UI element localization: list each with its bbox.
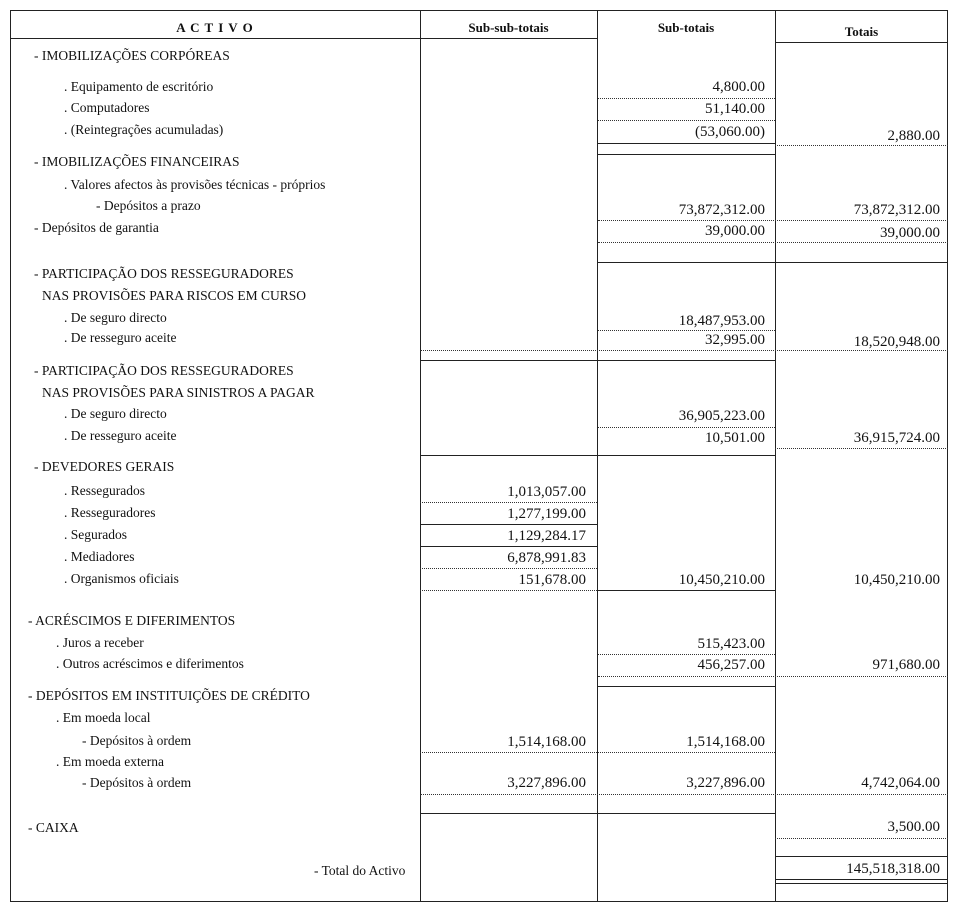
header-sub-sub-totais: Sub-sub-totais — [468, 20, 549, 35]
section-rule — [420, 813, 775, 814]
sub-sub-total-value: 3,227,896.00 — [507, 775, 586, 791]
total-value: 971,680.00 — [872, 657, 940, 673]
line-label: . (Reintegrações acumuladas) — [64, 122, 224, 137]
dotted-rule — [420, 752, 775, 753]
sub-sub-total-value: 151,678.00 — [518, 572, 586, 588]
sub-total-value: 1,514,168.00 — [686, 734, 765, 750]
dotted-rule — [420, 590, 597, 591]
dotted-rule — [598, 220, 948, 221]
line-label: . Computadores — [64, 100, 150, 115]
line-label: . De seguro directo — [64, 310, 167, 325]
line-label: . De resseguro aceite — [64, 330, 177, 345]
line-label: . Resseguradores — [64, 505, 156, 520]
line-label: - Depósitos à ordem — [82, 775, 192, 790]
grand-total-label: - Total do Activo — [314, 863, 406, 878]
grand-total-rule — [775, 856, 948, 857]
sub-total-value: 10,450,210.00 — [678, 572, 765, 588]
dotted-rule — [420, 502, 597, 503]
line-label: . De resseguro aceite — [64, 428, 177, 443]
header-rule — [10, 38, 598, 39]
dotted-rule — [775, 145, 948, 146]
section-title-caixa: - CAIXA — [28, 820, 79, 835]
total-value: 10,450,210.00 — [853, 572, 940, 588]
line-label: - Depósitos a prazo — [96, 198, 201, 213]
line-label: . Equipamento de escritório — [64, 79, 214, 94]
sub-total-value: 32,995.00 — [705, 332, 765, 348]
section-title-acrescimos: - ACRÉSCIMOS E DIFERIMENTOS — [28, 613, 236, 628]
line-label: . Valores afectos às provisões técnicas - próprios — [64, 177, 326, 192]
section-title-part-sinistros-2: NAS PROVISÕES PARA SINISTROS A PAGAR — [42, 385, 315, 400]
line-label: - Depósitos de garantia — [34, 220, 159, 235]
dotted-rule — [598, 98, 775, 99]
section-rule — [598, 262, 948, 263]
section-title-part-sinistros: - PARTICIPAÇÃO DOS RESSEGURADORES — [34, 363, 294, 378]
dotted-rule — [598, 654, 775, 655]
grand-total-value: 145,518,318.00 — [846, 861, 940, 877]
total-value: 3,500.00 — [887, 819, 940, 835]
line-label: . Outros acréscimos e diferimentos — [56, 656, 244, 671]
total-value: 36,915,724.00 — [853, 430, 940, 446]
sub-total-value: 515,423.00 — [697, 636, 765, 652]
sub-total-value: 4,800.00 — [712, 79, 765, 95]
line-label: . Ressegurados — [64, 483, 145, 498]
sub-total-value: 456,257.00 — [697, 657, 765, 673]
dotted-rule — [420, 794, 948, 795]
row-rule — [420, 524, 597, 525]
sub-sub-total-value: 1,129,284.17 — [507, 528, 586, 544]
row-rule — [420, 546, 597, 547]
sub-total-value: 36,905,223.00 — [678, 408, 765, 424]
total-value: 2,880.00 — [887, 128, 940, 144]
dotted-rule — [598, 120, 775, 121]
sub-total-value: 18,487,953.00 — [678, 313, 765, 329]
header-rule — [775, 42, 948, 43]
section-rule — [420, 360, 775, 361]
header-totais: Totais — [844, 24, 879, 39]
dotted-rule — [775, 448, 948, 449]
column-divider — [420, 10, 421, 902]
total-value: 39,000.00 — [880, 225, 940, 241]
section-title-devedores: - DEVEDORES GERAIS — [34, 459, 175, 474]
header-sub-totais: Sub-totais — [657, 20, 715, 35]
line-label: - Depósitos à ordem — [82, 733, 192, 748]
dotted-rule — [420, 568, 597, 569]
dotted-rule — [598, 676, 948, 677]
dotted-rule — [598, 242, 948, 243]
section-rule — [598, 143, 775, 144]
dotted-rule — [598, 427, 775, 428]
line-label: . Em moeda local — [56, 710, 151, 725]
line-label: . Organismos oficiais — [64, 571, 179, 586]
grand-total-double-rule — [775, 883, 948, 884]
section-rule — [598, 154, 775, 155]
sub-sub-total-value: 1,277,199.00 — [507, 506, 586, 522]
total-value: 18,520,948.00 — [853, 334, 940, 350]
sub-total-value: 73,872,312.00 — [678, 202, 765, 218]
line-label: . De seguro directo — [64, 406, 167, 421]
line-label: . Segurados — [64, 527, 127, 542]
sub-total-value: (53,060.00) — [695, 124, 765, 140]
column-divider — [775, 10, 776, 902]
section-title-imob-corporeas: - IMOBILIZAÇÕES CORPÓREAS — [34, 48, 230, 63]
grand-total-double-rule — [775, 879, 948, 880]
total-value: 4,742,064.00 — [861, 775, 940, 791]
header-activo: A C T I V O — [176, 20, 254, 35]
line-label: . Juros a receber — [56, 635, 144, 650]
section-title-imob-financeiras: - IMOBILIZAÇÕES FINANCEIRAS — [34, 154, 240, 169]
dotted-rule — [775, 838, 948, 839]
sub-total-value: 39,000.00 — [705, 223, 765, 239]
section-rule — [597, 686, 775, 687]
dotted-rule — [598, 330, 775, 331]
sub-sub-total-value: 1,514,168.00 — [507, 734, 586, 750]
total-value: 73,872,312.00 — [853, 202, 940, 218]
section-title-depositos-credito: - DEPÓSITOS EM INSTITUIÇÕES DE CRÉDITO — [28, 688, 310, 703]
section-rule — [420, 455, 775, 456]
sub-total-value: 3,227,896.00 — [686, 775, 765, 791]
dotted-rule — [420, 350, 948, 351]
section-rule — [597, 590, 775, 591]
sub-sub-total-value: 1,013,057.00 — [507, 484, 586, 500]
sub-total-value: 10,501.00 — [705, 430, 765, 446]
section-title-part-riscos: - PARTICIPAÇÃO DOS RESSEGURADORES — [34, 266, 294, 281]
sub-sub-total-value: 6,878,991.83 — [507, 550, 586, 566]
line-label: . Mediadores — [64, 549, 135, 564]
sub-total-value: 51,140.00 — [705, 101, 765, 117]
line-label: . Em moeda externa — [56, 754, 164, 769]
section-title-part-riscos-2: NAS PROVISÕES PARA RISCOS EM CURSO — [42, 288, 306, 303]
